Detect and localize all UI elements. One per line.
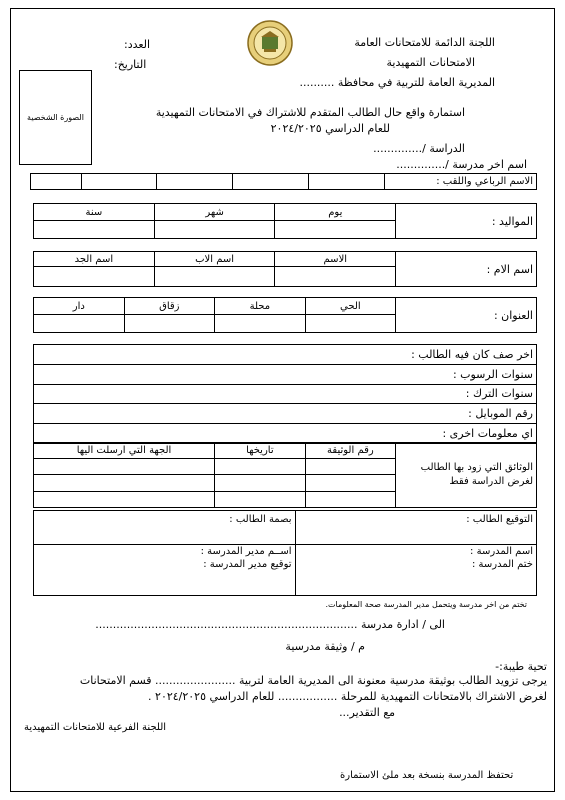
doc-number-header: رقم الوثيقة [305, 443, 396, 459]
documents-label [396, 443, 537, 508]
full-name-row [30, 173, 537, 190]
header-exams: الامتحانات التمهيدية [386, 56, 475, 69]
alley-cell[interactable] [124, 315, 215, 333]
doc-cell[interactable] [34, 475, 215, 491]
birth-label: المواليد : [396, 204, 537, 239]
doc-cell[interactable] [305, 491, 396, 507]
keep-copy-note: تحتفظ المدرسة بنسخة بعد ملئ الاستمارة [340, 770, 514, 781]
birth-table [33, 203, 537, 239]
doc-cell[interactable] [305, 475, 396, 491]
student-signature-field[interactable]: التوقيع الطالب : [295, 511, 536, 545]
principal-signature-field[interactable]: توقيع مدير المدرسة : [34, 559, 296, 596]
mother-name-header: الاسم [275, 252, 396, 267]
district-header: الحي [305, 298, 396, 315]
name-cell[interactable] [233, 174, 309, 190]
school-name-field[interactable]: اسم المدرسة : [295, 545, 536, 559]
full-name-label: الاسم الرباعي واللقب : [385, 174, 537, 190]
name-cell[interactable] [309, 174, 385, 190]
birth-month-cell[interactable] [154, 221, 275, 239]
principal-name-field[interactable]: اســم مدير المدرسة : [34, 545, 296, 559]
documents-label-line2: لغرض الدراسة فقط [449, 476, 533, 487]
header-directorate: المديرية العامة للتربية في محافظة .......... [299, 76, 495, 89]
birth-day-cell[interactable] [275, 221, 396, 239]
student-thumb-field[interactable]: بصمة الطالب : [34, 511, 296, 545]
letter-subject: م / وثيقة مدرسية [285, 640, 365, 653]
birth-month-header: شهر [154, 204, 275, 221]
doc-destination-header: الجهة التي ارسلت اليها [34, 443, 215, 459]
address-table [33, 297, 537, 333]
alley-header: زقاق [124, 298, 215, 315]
doc-cell[interactable] [305, 459, 396, 475]
letter-to: الى / ادارة مدرسة ........................................................................... [95, 618, 445, 631]
form-year: للعام الدراسي ٢٠٢٤/٢٠٢٥ [270, 122, 390, 135]
school-stamp-field[interactable]: ختم المدرسة : [295, 559, 536, 596]
other-info-field[interactable]: اي معلومات اخرى : [34, 424, 537, 444]
name-cell[interactable] [31, 174, 82, 190]
study-field[interactable]: الدراسة /.............. [373, 142, 465, 155]
letter-greeting: تحية طيبة:- [495, 660, 547, 673]
mother-table [33, 251, 537, 287]
house-header: دار [34, 298, 125, 315]
birth-year-cell[interactable] [34, 221, 155, 239]
fail-years-field[interactable]: سنوات الرسوب : [34, 364, 537, 384]
doc-cell[interactable] [34, 459, 215, 475]
header-committee: اللجنة الدائمة للامتحانات العامة [354, 36, 495, 49]
subcommittee-signature: اللجنة الفرعية للامتحانات التمهيدية [24, 722, 167, 733]
address-label: العنوان : [396, 298, 537, 333]
header-date: التاريخ: [114, 58, 147, 71]
doc-date-header: تاريخها [215, 443, 306, 459]
birth-year-header: سنة [34, 204, 155, 221]
signatures-table [33, 510, 537, 596]
photo-box[interactable] [19, 70, 92, 165]
photo-label: الصورة الشخصية [27, 113, 84, 122]
house-cell[interactable] [34, 315, 125, 333]
documents-label-line1: الوثائق التي زود بها الطالب [420, 462, 533, 473]
name-cell[interactable] [157, 174, 233, 190]
district-cell[interactable] [305, 315, 396, 333]
mobile-field[interactable]: رقم الموبايل : [34, 404, 537, 424]
doc-cell[interactable] [215, 459, 306, 475]
locality-header: محلة [215, 298, 306, 315]
mother-father-cell[interactable] [154, 267, 275, 287]
last-class-field[interactable]: اخر صف كان فيه الطالب : [34, 345, 537, 365]
form-title: استمارة واقع حال الطالب المتقدم للاشتراك في الامتحانات التمهيدية [155, 106, 465, 119]
stamp-note: تختم من اخر مدرسة ويتحمل مدير المدرسة صحة المعلومات. [325, 600, 527, 609]
info-table [33, 344, 537, 444]
mother-grandfather-header: اسم الجد [34, 252, 155, 267]
last-school-field[interactable]: اسم اخر مدرسة /.............. [396, 158, 527, 171]
leave-years-field[interactable]: سنوات الترك : [34, 384, 537, 404]
mother-name-cell[interactable] [275, 267, 396, 287]
mother-father-header: اسم الاب [154, 252, 275, 267]
locality-cell[interactable] [215, 315, 306, 333]
header-number: العدد: [124, 38, 151, 51]
letter-body-line1: يرجى تزويد الطالب بوثيقة مدرسية معنونة الى المديرية العامة لتربية ....................... قسم الامتحانات [79, 674, 547, 687]
mother-grandfather-cell[interactable] [34, 267, 155, 287]
letter-thanks: مع التقدير... [339, 706, 395, 719]
doc-cell[interactable] [215, 491, 306, 507]
birth-day-header: يوم [275, 204, 396, 221]
doc-cell[interactable] [34, 491, 215, 507]
mother-label: اسم الام : [396, 252, 537, 287]
doc-cell[interactable] [215, 475, 306, 491]
ministry-seal-icon [247, 20, 293, 66]
letter-body-line2: لغرض الاشتراك بالامتحانات التمهيدية للمرحلة ................. للعام الدراسي ٢٠٢٤/٢٠٢٥ . [148, 690, 547, 703]
documents-table [33, 442, 537, 508]
name-cell[interactable] [81, 174, 157, 190]
